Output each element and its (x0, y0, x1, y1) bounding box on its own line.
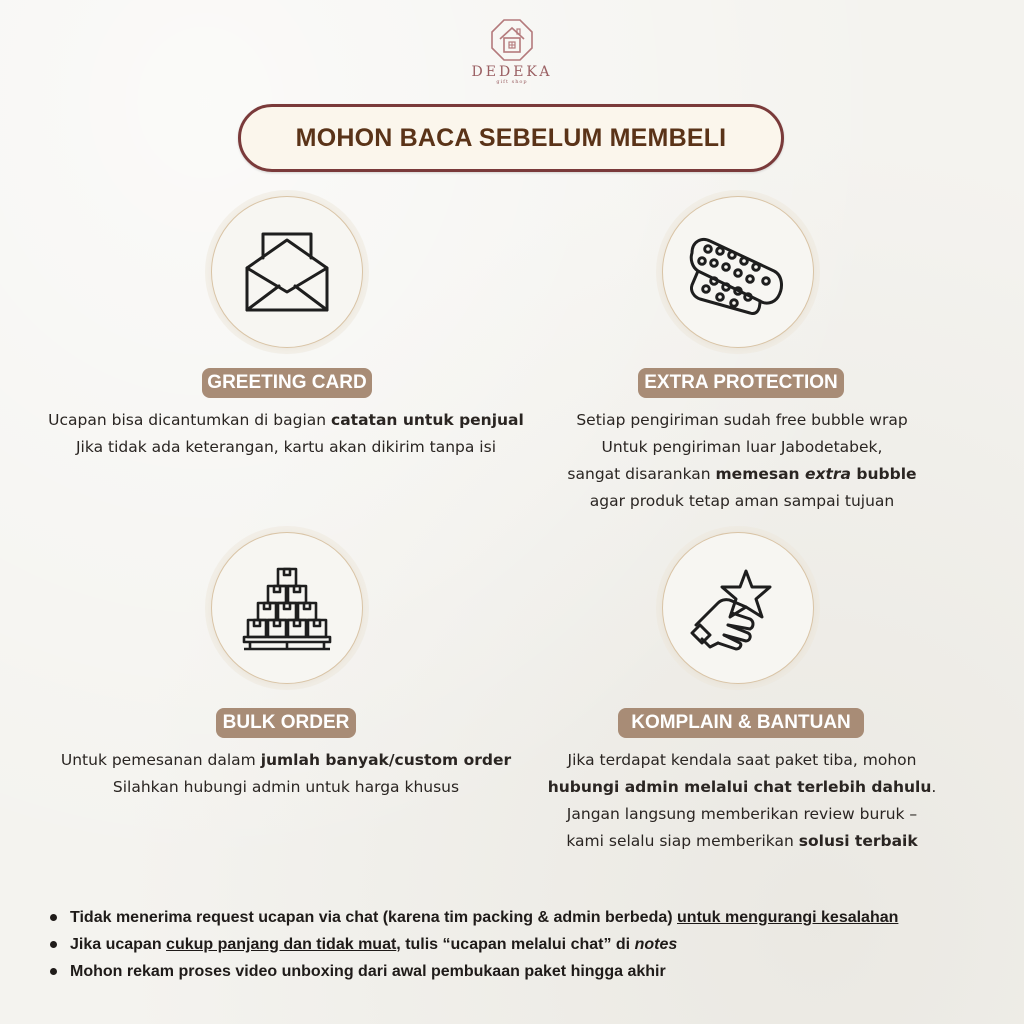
bulk-order-description (30, 747, 542, 801)
extra-protection-circle (662, 196, 814, 348)
bulk-order-circle (211, 532, 363, 684)
protection-line3: sangat disarankan (567, 465, 716, 483)
note-1-underline: untuk mengurangi kesalahan (677, 909, 899, 926)
extra-protection-label: EXTRA PROTECTION (638, 368, 844, 398)
protection-line4: agar produk tetap aman sampai tujuan (589, 492, 895, 510)
extra-protection-description (520, 407, 964, 515)
complaint-line2-suffix: . (931, 778, 937, 796)
complaint-line2-bold: hubungi admin melalui chat terlebih dahulu (547, 778, 932, 796)
bulk-line1-bold: jumlah banyak/custom order (260, 751, 512, 769)
protection-line3-italic: extra (804, 465, 852, 483)
greeting-card-label: GREETING CARD (202, 368, 372, 398)
note-2-prefix: Jika ucapan (70, 936, 167, 953)
note-2-mid: , tulis “ucapan melalui chat” di (396, 936, 635, 953)
bulk-line1: Untuk pemesanan dalam (60, 751, 261, 769)
note-3-text: Mohon rekam proses video unboxing dari awal pembukaan paket hingga akhir (70, 963, 666, 980)
greeting-card-circle (211, 196, 363, 348)
brand-tagline: gift shop (496, 79, 528, 85)
page-title: MOHON BACA SEBELUM MEMBELI (295, 123, 727, 152)
greeting-line1-bold: catatan untuk penjual (331, 411, 524, 429)
protection-line2: Untuk pengiriman luar Jabodetabek, (601, 438, 883, 456)
note-2-italic: notes (634, 936, 678, 953)
brand-logo (462, 18, 562, 85)
komplain-bantuan-label: KOMPLAIN & BANTUAN (618, 708, 864, 738)
envelope-icon (239, 224, 335, 320)
bubble-wrap-icon (686, 227, 790, 317)
bulk-order-label: BULK ORDER (216, 708, 356, 738)
notes-list (44, 904, 994, 985)
note-item (44, 904, 994, 931)
bulk-line2: Silahkan hubungi admin untuk harga khusus (112, 778, 460, 796)
komplain-bantuan-circle (662, 532, 814, 684)
komplain-bantuan-description (512, 747, 972, 855)
brand-name: DEDEKA (471, 64, 553, 80)
complaint-line4: kami selalu siap memberikan (566, 832, 799, 850)
house-logo-icon (490, 18, 534, 62)
complaint-line4-bold: solusi terbaik (798, 832, 918, 850)
greeting-line2: Jika tidak ada keterangan, kartu akan dikirim tanpa isi (75, 438, 496, 456)
bullet-dot-icon (50, 968, 57, 975)
greeting-line1: Ucapan bisa dicantumkan di bagian (48, 411, 332, 429)
hand-star-icon (688, 563, 788, 653)
note-1-text: Tidak menerima request ucapan via chat (karena tim packing & admin berbeda) (70, 909, 678, 926)
bullet-dot-icon (50, 941, 57, 948)
protection-line3-bold: memesan (715, 465, 805, 483)
title-banner (238, 104, 784, 172)
complaint-line1: Jika terdapat kendala saat paket tiba, mohon (567, 751, 917, 769)
protection-line1: Setiap pengiriman sudah free bubble wrap (576, 411, 908, 429)
note-2-underline: cukup panjang dan tidak muat (166, 936, 397, 953)
protection-line3-suffix: bubble (851, 465, 917, 483)
note-item (44, 958, 994, 985)
boxes-pallet-icon (242, 563, 332, 653)
note-item (44, 931, 994, 958)
greeting-card-description (20, 407, 552, 461)
bullet-dot-icon (50, 914, 57, 921)
complaint-line3: Jangan langsung memberikan review buruk – (566, 805, 918, 823)
